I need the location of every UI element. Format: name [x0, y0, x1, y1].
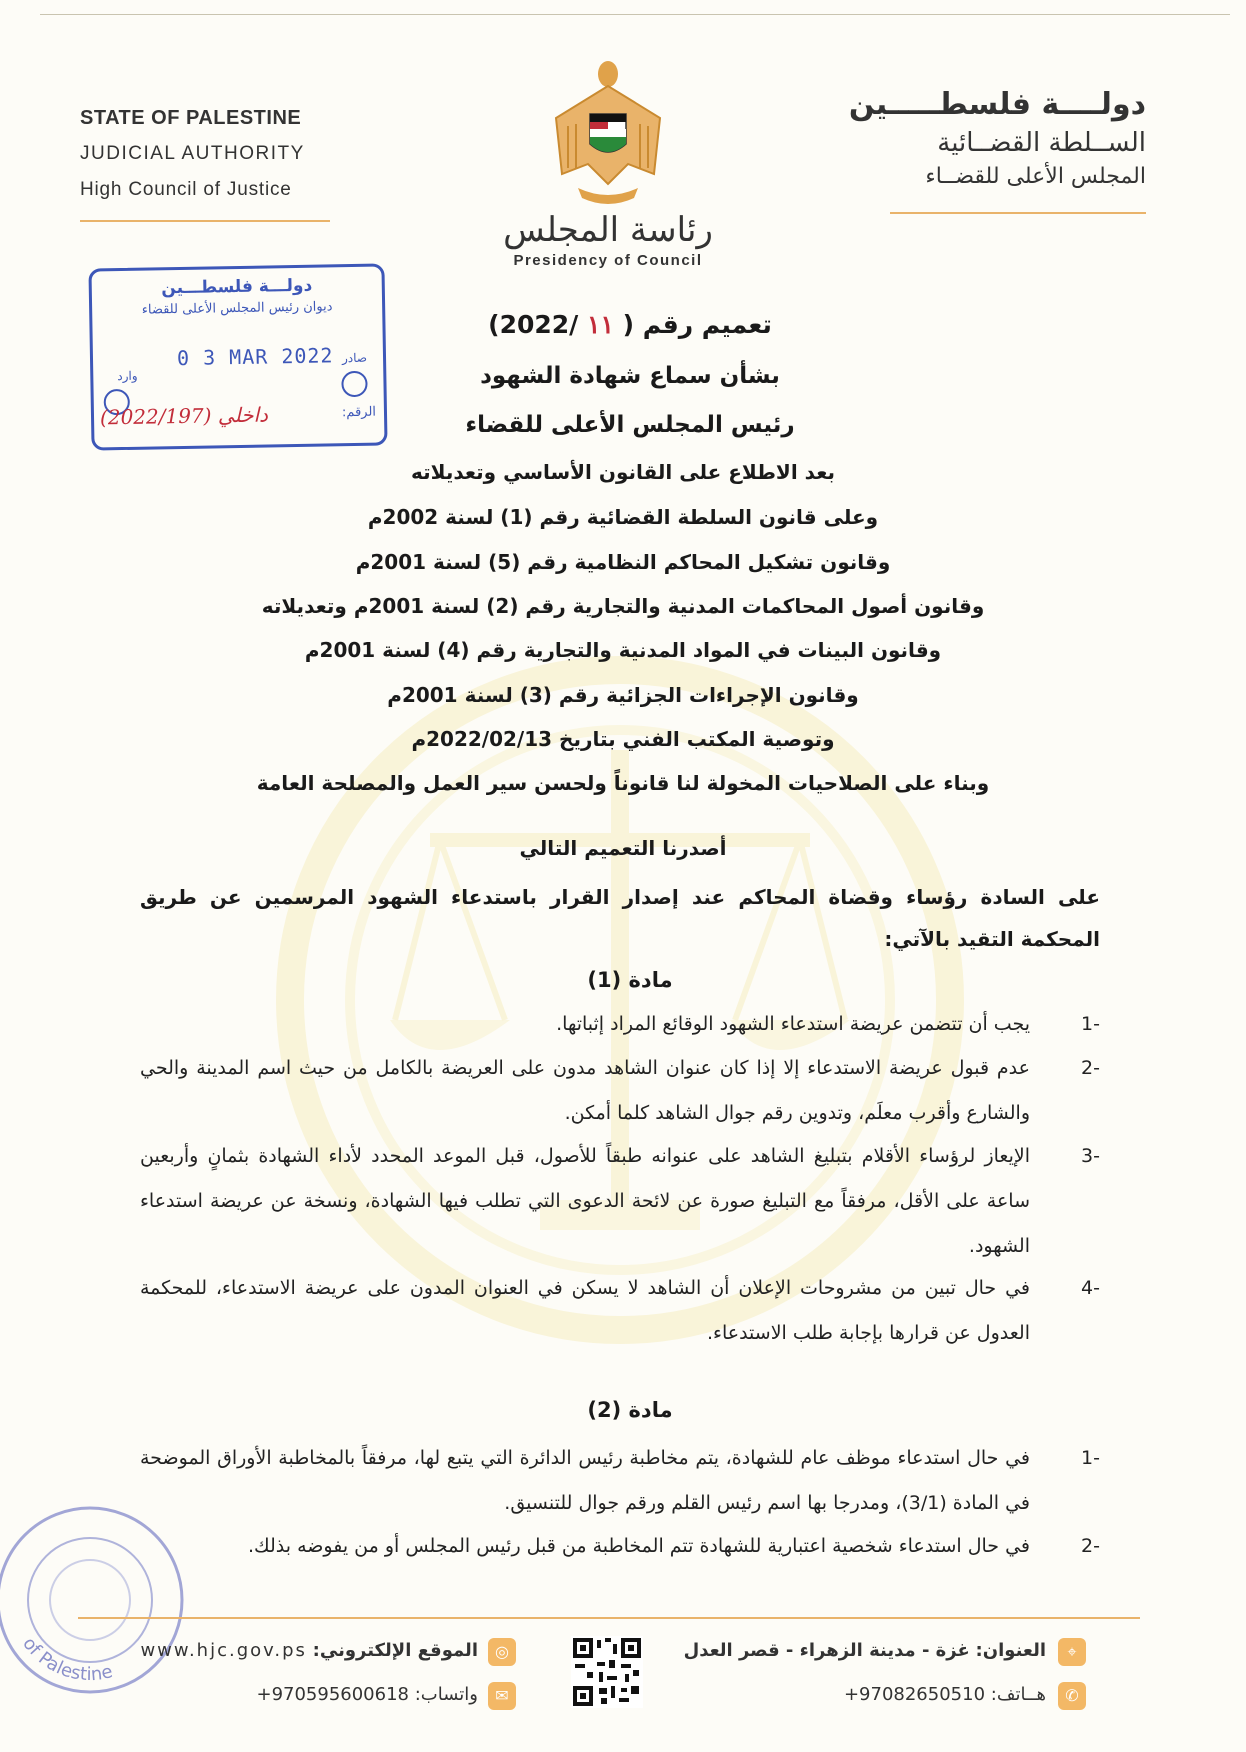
presidency-council-logo [488, 208, 728, 269]
item-number: -4 [1081, 1277, 1100, 1299]
stamp-incoming: وارد [117, 368, 138, 384]
item-text: الإيعاز لرؤساء الأقلام بتبليغ الشاهد على عنوانه طبقاً للأصول، قبل الموعد المحدد لأداء الشهادة بثمانٍ وأربعين ساعة على الأقل، مرفقاً مع التبليغ صورة عن لائحة الدعوى التي تطلب فيها الشهادة، ونسخة عن عريضة استدعاء الشهود. [140, 1145, 1030, 1257]
item-number: -3 [1081, 1145, 1100, 1167]
item-text: يجب أن تتضمن عريضة استدعاء الشهود الوقائع المراد إثباتها. [556, 1013, 1030, 1035]
whatsapp-icon: ✉ [488, 1682, 516, 1710]
article1-item [140, 1046, 1100, 1136]
footer-phone [844, 1684, 1046, 1705]
presidency-en: Presidency of Council [513, 252, 703, 269]
phone-value: +97082650510 [843, 1684, 986, 1705]
header-divider-right [890, 212, 1146, 214]
item-number: -1 [1081, 1447, 1100, 1469]
item-text: في حال استدعاء موظف عام للشهادة، يتم مخاطبة رئيس الدائرة التي يتبع لها، مرفقاً بالمخاطبة الأوراق الموضحة في المادة (3/1)، ومدرجا بها اسم رئيس القلم ورقم جوال للتنسيق. [140, 1447, 1030, 1514]
footer-address [684, 1640, 1046, 1661]
header-en-council: High Council of Justice [80, 179, 292, 200]
stamp-outgoing: صادر [341, 350, 368, 366]
article2-item [140, 1436, 1100, 1526]
presidency-ar: رئاسة المجلس [503, 210, 713, 250]
intro-paragraph: على السادة رؤساء وقضاة المحاكم عند إصدار القرار باستدعاء الشهود المرسمين عن طريق المحكمة التقيد بالآتي: [140, 885, 1100, 951]
svg-text:of Palestine [18, 1633, 114, 1685]
item-text: في حال استدعاء شخصية اعتبارية للشهادة تتم المخاطبة من قبل رئيس المجلس أو من يفوضه بذلك. [247, 1535, 1030, 1557]
footer-whatsapp [200, 1684, 478, 1705]
top-rule [40, 14, 1230, 15]
circular-title [250, 310, 1010, 339]
item-text: في حال تبين من مشروحات الإعلان أن الشاهد لا يسكن في العنوان المدون على عريضة الاستدعاء، للمحكمة العدول عن قرارها بإجابة طلب الاستدعاء. [140, 1277, 1030, 1344]
header-ar-authority: الســلطة القضــائية [937, 128, 1146, 158]
preamble-line: بعد الاطلاع على القانون الأساسي وتعديلاته [411, 460, 835, 484]
preamble-line: وتوصية المكتب الفني بتاريخ 2022/02/13م [411, 727, 835, 751]
preamble-line: وقانون البينات في المواد المدنية والتجارية رقم (4) لسنة 2001م [304, 638, 942, 662]
website-link[interactable]: www.hjc.gov.ps [140, 1640, 307, 1661]
stamp-ref-label: الرقم: [341, 404, 377, 421]
header-english [80, 100, 305, 208]
phone-icon: ✆ [1058, 1682, 1086, 1710]
footer-divider [78, 1617, 1140, 1619]
preamble-line: وقانون تشكيل المحاكم النظامية رقم (5) لسنة 2001م [355, 550, 891, 574]
article1-item [140, 1266, 1100, 1356]
circular-subject: بشأن سماع شهادة الشهود [480, 363, 780, 389]
title-number: ١١ [578, 310, 623, 339]
circular-issuer: رئيس المجلس الأعلى للقضاء [465, 412, 795, 438]
article2-heading: مادة (2) [587, 1398, 673, 1422]
article1-item [140, 1134, 1100, 1269]
stamp-date: 0 3 MAR 2022 [176, 343, 334, 371]
footer-website [122, 1640, 478, 1661]
header-ar-state: دولــــة فلسطـــــين [848, 87, 1146, 122]
article2-item [140, 1524, 1100, 1569]
preamble-line: وبناء على الصلاحيات المخولة لنا قانوناً ولحسن سير العمل والمصلحة العامة [256, 771, 990, 795]
whatsapp-value: +970595600618 [256, 1684, 409, 1705]
qr-code-icon[interactable] [571, 1636, 643, 1708]
header-en-state: STATE OF PALESTINE [80, 107, 302, 129]
title-suffix: /2022) [488, 310, 579, 339]
stamp-line2: ديوان رئيس المجلس الأعلى للقضاء [141, 299, 333, 318]
item-number: -2 [1081, 1057, 1100, 1079]
item-number: -2 [1081, 1535, 1100, 1557]
header-divider-left [80, 220, 330, 222]
whatsapp-label: واتساب: [414, 1684, 478, 1705]
address-value: غزة - مدينة الزهراء - قصر العدل [683, 1640, 970, 1661]
item-number: -1 [1081, 1013, 1100, 1035]
round-seal-text: of Palestine [18, 1633, 115, 1686]
globe-icon: ◎ [488, 1638, 516, 1666]
item-text: عدم قبول عريضة الاستدعاء إلا إذا كان عنوان الشاهد مدون على العريضة بالكامل من حيث اسم المدينة والحي والشارع وأقرب معلَم، وتدوين رقم جوال الشاهد كلما أمكن. [140, 1057, 1030, 1124]
issued-heading: أصدرنا التعميم التالي [519, 836, 727, 860]
location-icon: ⌖ [1058, 1638, 1086, 1666]
article1-heading: مادة (1) [587, 968, 673, 992]
address-label: العنوان: [975, 1640, 1046, 1661]
stamp-line1: دولـــة فلسطـــين [161, 275, 313, 299]
preamble-line: وعلى قانون السلطة القضائية رقم (1) لسنة 2002م [367, 505, 879, 529]
preamble-line: وقانون الإجراءات الجزائية رقم (3) لسنة 2001م [387, 683, 859, 707]
preamble-line: وقانون أصول المحاكمات المدنية والتجارية رقم (2) لسنة 2001م وتعديلاته [261, 594, 985, 618]
eagle-emblem-icon [548, 56, 668, 206]
phone-label: هــاتف: [990, 1684, 1046, 1705]
header-ar-council: المجلس الأعلى للقضــاء [925, 164, 1146, 189]
header-arabic [849, 84, 1146, 194]
stamp-handwritten-ref: داخلي (2022/197) [99, 402, 269, 430]
article1-item [140, 1002, 1100, 1047]
title-prefix: تعميم رقم ( [622, 310, 772, 339]
round-seal-stamp [0, 1490, 200, 1710]
website-label: الموقع الإلكتروني: [312, 1640, 478, 1661]
header-en-authority: JUDICIAL AUTHORITY [80, 143, 305, 164]
